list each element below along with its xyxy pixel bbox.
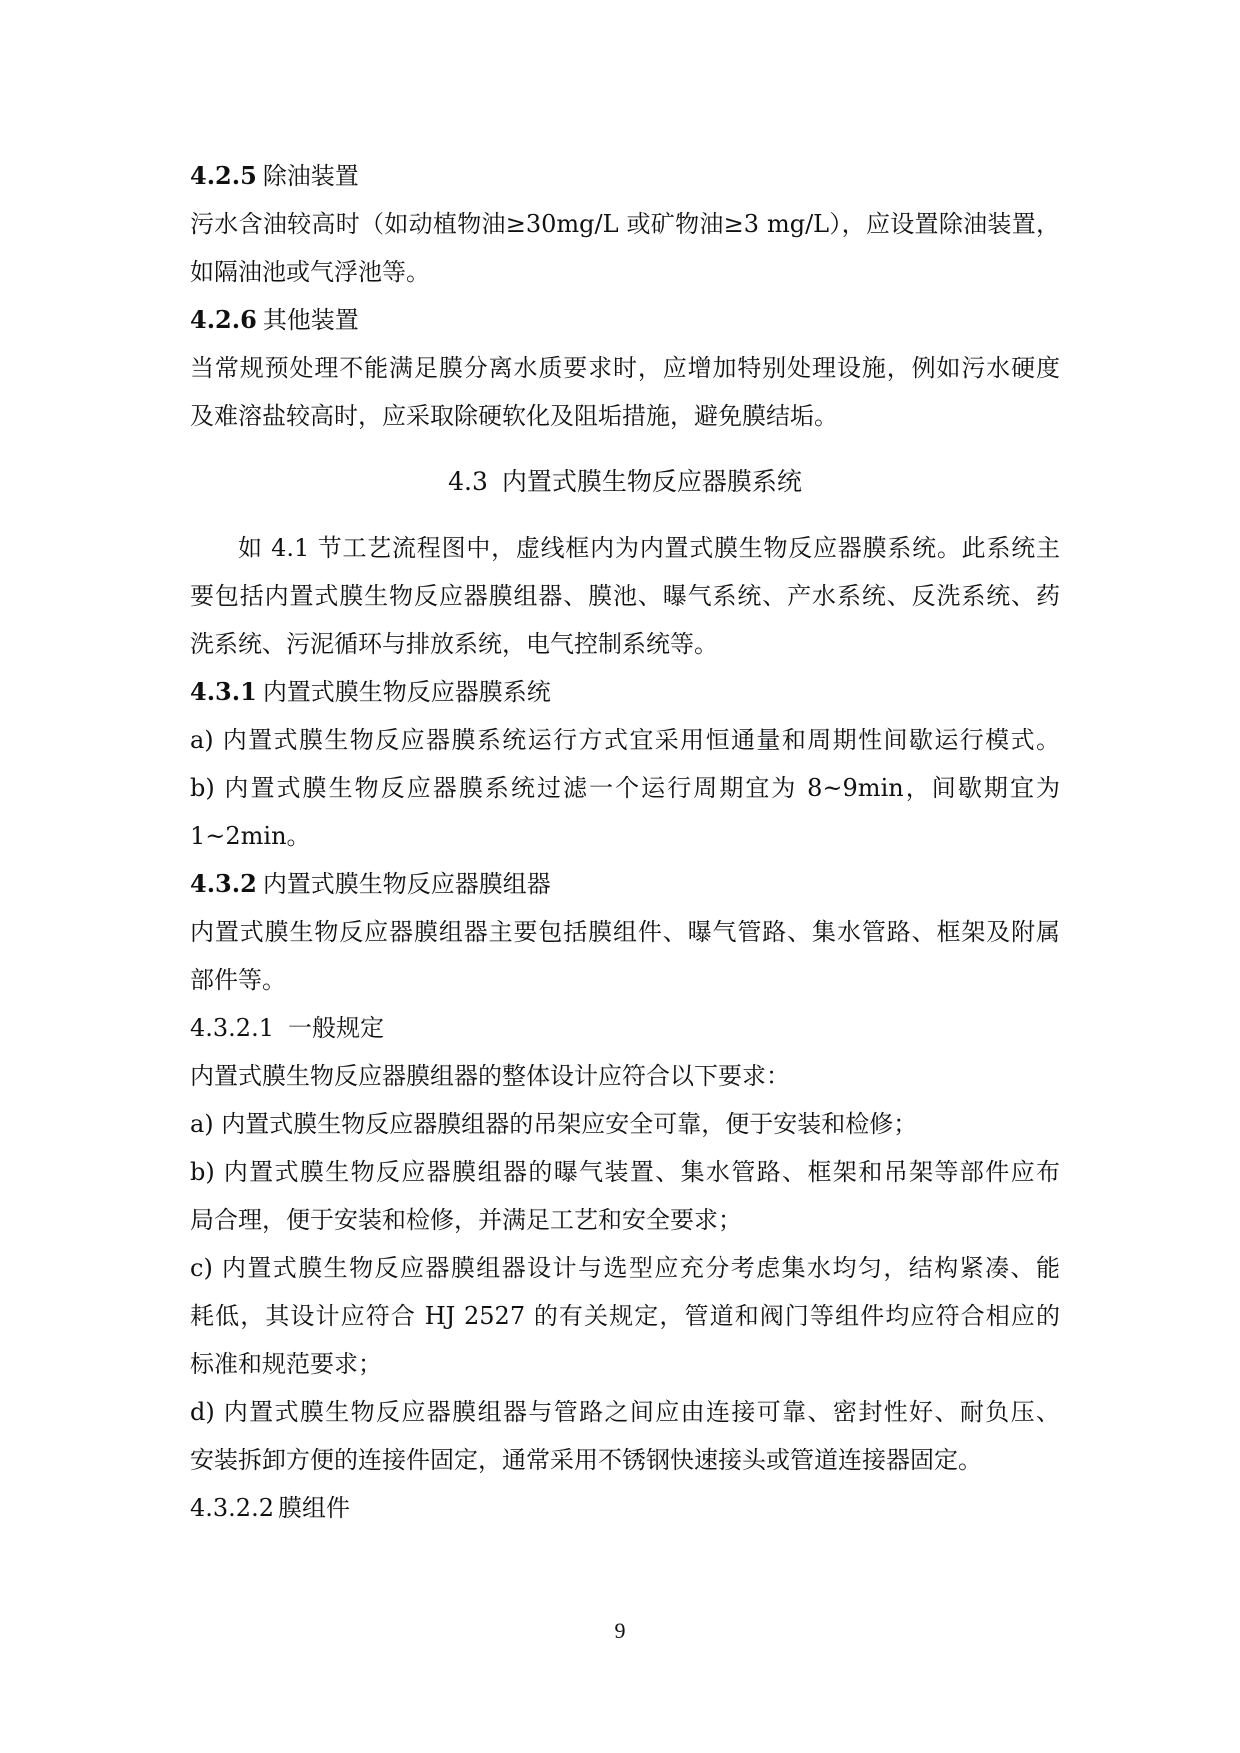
heading-title: 一般规定 bbox=[287, 1014, 384, 1042]
heading-4-2-5 bbox=[190, 152, 1060, 200]
list-item-d: d) 内置式膜生物反应器膜组器与管路之间应由连接可靠、密封性好、耐负压、 bbox=[190, 1398, 1060, 1426]
heading-number: 4.3.2 bbox=[190, 869, 257, 898]
list-item-a: a) 内置式膜生物反应器膜组器的吊架应安全可靠，便于安装和检修； bbox=[190, 1110, 918, 1138]
heading-number: 4.2.5 bbox=[190, 161, 257, 190]
heading-title: 内置式膜生物反应器膜组器 bbox=[262, 870, 551, 898]
paragraph-line: 如 4.1 节工艺流程图中，虚线框内为内置式膜生物反应器膜系统。此系统主 bbox=[238, 534, 1060, 562]
heading-number: 4.3.2.1 bbox=[190, 1014, 274, 1042]
list-item-b-continued: 局合理，便于安装和检修，并满足工艺和安全要求； bbox=[190, 1206, 742, 1234]
list-item-c: c) 内置式膜生物反应器膜组器设计与选型应充分考虑集水均匀，结构紧凑、能 bbox=[190, 1254, 1060, 1282]
section-number: 4.3 bbox=[448, 467, 488, 496]
list-item-b: b) 内置式膜生物反应器膜组器的曝气装置、集水管路、框架和吊架等部件应布 bbox=[190, 1158, 1060, 1186]
paragraph-line: 污水含油较高时（如动植物油≥30mg/L 或矿物油≥3 mg/L），应设置除油装置， bbox=[190, 210, 1060, 238]
heading-4-3-2-2 bbox=[190, 1484, 1060, 1532]
list-item-c-continued: 耗低，其设计应符合 HJ 2527 的有关规定，管道和阀门等组件均应符合相应的 bbox=[190, 1302, 1060, 1330]
paragraph-line: 如隔油池或气浮池等。 bbox=[190, 258, 430, 286]
paragraph-line: 当常规预处理不能满足膜分离水质要求时，应增加特别处理设施，例如污水硬度 bbox=[190, 354, 1060, 382]
list-item-b: b) 内置式膜生物反应器膜系统过滤一个运行周期宜为 8~9min，间歇期宜为 bbox=[190, 774, 1060, 802]
paragraph-line: 部件等。 bbox=[190, 966, 286, 994]
heading-4-3-2 bbox=[190, 860, 1060, 908]
heading-title: 内置式膜生物反应器膜系统 bbox=[262, 678, 551, 706]
heading-title: 膜组件 bbox=[277, 1494, 350, 1522]
list-item-a: a) 内置式膜生物反应器膜系统运行方式宜采用恒通量和周期性间歇运行模式。 bbox=[190, 726, 1060, 754]
list-item-c-continued: 标准和规范要求； bbox=[190, 1350, 382, 1378]
section-title-text: 内置式膜生物反应器膜系统 bbox=[501, 467, 802, 496]
paragraph-line: 要包括内置式膜生物反应器膜组器、膜池、曝气系统、产水系统、反洗系统、药 bbox=[190, 582, 1060, 610]
paragraph-line: 内置式膜生物反应器膜组器主要包括膜组件、曝气管路、集水管路、框架及附属 bbox=[190, 918, 1060, 946]
paragraph-line: 及难溶盐较高时，应采取除硬软化及阻垢措施，避免膜结垢。 bbox=[190, 402, 838, 430]
heading-4-3-2-1 bbox=[190, 1004, 1060, 1052]
paragraph-line: 内置式膜生物反应器膜组器的整体设计应符合以下要求： bbox=[190, 1062, 790, 1090]
heading-title: 其他装置 bbox=[262, 306, 359, 334]
page-number: 9 bbox=[614, 1618, 626, 1643]
heading-title: 除油装置 bbox=[262, 162, 359, 190]
list-item-d-continued: 安装拆卸方便的连接件固定，通常采用不锈钢快速接头或管道连接器固定。 bbox=[190, 1446, 982, 1474]
paragraph-line: 洗系统、污泥循环与排放系统，电气控制系统等。 bbox=[190, 630, 718, 658]
section-title-4-3 bbox=[190, 458, 1060, 506]
heading-4-2-6 bbox=[190, 296, 1060, 344]
heading-number: 4.3.1 bbox=[190, 677, 257, 706]
page-body bbox=[190, 152, 1060, 1532]
list-item-b-continued: 1~2min。 bbox=[190, 822, 311, 850]
heading-number: 4.2.6 bbox=[190, 305, 257, 334]
heading-4-3-1 bbox=[190, 668, 1060, 716]
heading-number: 4.3.2.2 bbox=[190, 1494, 274, 1522]
